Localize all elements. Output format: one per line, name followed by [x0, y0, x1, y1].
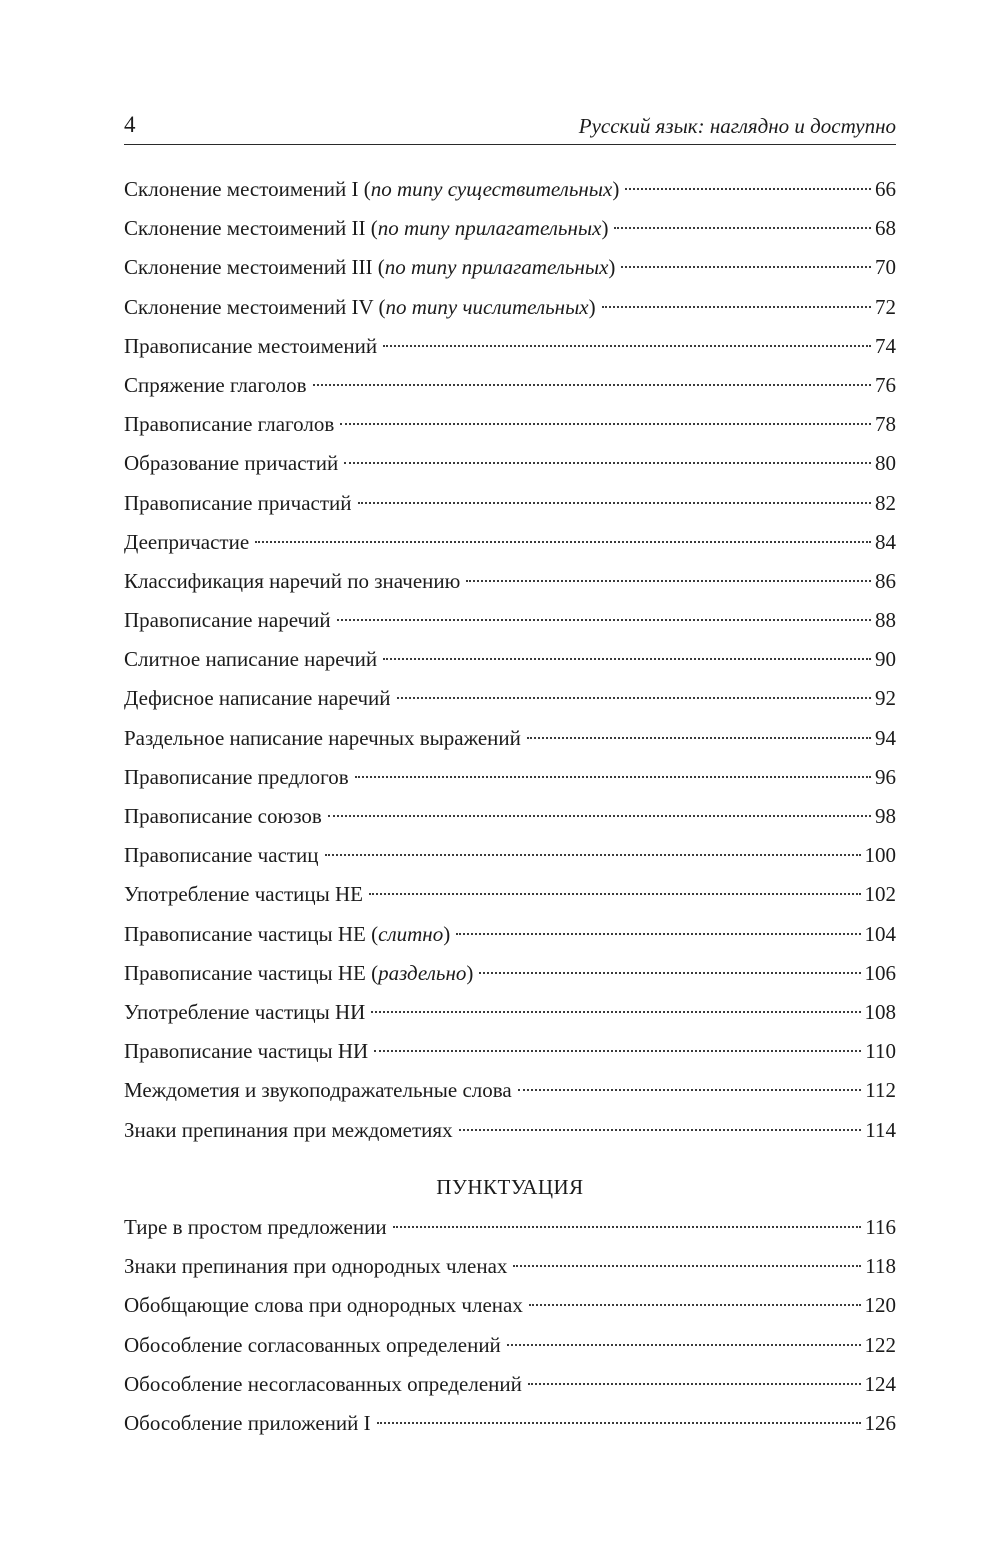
dot-leader	[255, 541, 871, 543]
toc-entry	[124, 1039, 896, 1078]
toc-entry-title: Правописание глаголов	[124, 412, 335, 437]
toc-entry-title: Знаки препинания при однородных членах	[124, 1254, 508, 1279]
toc-entry-title: Классификация наречий по значению	[124, 568, 461, 593]
toc-entry-title: Знаки препинания при междометиях	[124, 1117, 453, 1142]
dot-leader	[383, 345, 871, 347]
dot-leader	[337, 619, 871, 621]
toc-entry-page-number: 68	[875, 216, 896, 241]
toc-entry	[124, 647, 896, 686]
toc-entry	[124, 804, 896, 843]
dot-leader	[377, 1422, 861, 1424]
toc-entry-italic-note: слитно	[378, 921, 444, 946]
toc-entry	[124, 451, 896, 490]
dot-leader	[513, 1265, 861, 1267]
toc-entry	[124, 491, 896, 530]
dot-leader	[383, 658, 871, 660]
toc-entry-title: Правописание предлогов	[124, 764, 349, 789]
dot-leader	[479, 972, 860, 974]
toc-entry-italic-note: по типу прилагательных	[377, 216, 602, 241]
toc-entry	[124, 1000, 896, 1039]
toc-entry-italic-note: раздельно	[378, 960, 467, 985]
toc-entry-page-number: 72	[875, 294, 896, 319]
toc-entry-title: Употребление частицы НЕ	[124, 882, 363, 907]
toc-entry-page-number: 74	[875, 333, 896, 358]
toc-entry-page-number: 98	[875, 804, 896, 828]
dot-leader	[529, 1304, 861, 1306]
toc-entry-page-number: 70	[875, 255, 896, 280]
dot-leader	[466, 580, 871, 582]
toc-entry-title: Слитное написание наречий	[124, 647, 378, 672]
toc-entry	[124, 961, 896, 1000]
toc-entry	[124, 1215, 896, 1254]
dot-leader	[393, 1226, 862, 1228]
toc-entry	[124, 1372, 896, 1411]
toc-entry-page-number: 118	[865, 1254, 896, 1279]
toc-entry	[124, 412, 896, 451]
dot-leader	[621, 266, 871, 268]
dot-leader	[614, 227, 871, 229]
toc-entry-title: Обособление согласованных определений	[124, 1332, 501, 1357]
dot-leader	[518, 1089, 862, 1091]
toc-entry-title: Междометия и звукоподражательные слова	[124, 1078, 512, 1103]
toc-entry-title: Правописание союзов	[124, 804, 322, 828]
book-title: Русский язык: наглядно и доступно	[578, 114, 896, 138]
dot-leader	[397, 697, 872, 699]
section-heading-punctuation: ПУНКТУАЦИЯ	[436, 1175, 584, 1199]
toc-entry-page-number: 108	[864, 999, 896, 1024]
toc-entry-page-number: 110	[865, 1039, 896, 1064]
toc-entry-italic-note: по типу прилагательных	[384, 255, 609, 280]
toc-entry-title: Правописание частицы НЕ (слитно)	[124, 921, 451, 946]
toc-entry-title: Склонение местоимений IV (по типу числительных)	[124, 294, 596, 319]
dot-leader	[625, 188, 871, 190]
toc-entry-page-number: 78	[875, 412, 896, 437]
toc-entry-page-number: 96	[875, 764, 896, 789]
toc-entry-page-number: 94	[875, 725, 896, 750]
dot-leader	[602, 306, 871, 308]
dot-leader	[507, 1344, 861, 1346]
toc-entry-page-number: 102	[864, 882, 896, 907]
toc-entry	[124, 334, 896, 373]
toc-entry-page-number: 124	[864, 1371, 896, 1396]
toc-entry	[124, 608, 896, 647]
toc-entry-title: Обобщающие слова при однородных членах	[124, 1293, 523, 1318]
toc-entry-title: Правописание причастий	[124, 490, 352, 515]
toc-entry-page-number: 80	[875, 451, 896, 476]
toc-entry-title: Раздельное написание наречных выражений	[124, 725, 521, 750]
dot-leader	[344, 462, 871, 464]
toc-entry-title: Склонение местоимений III (по типу прилагательных)	[124, 255, 616, 280]
toc-entry-page-number: 116	[865, 1215, 896, 1239]
toc-entry	[124, 373, 896, 412]
toc-entry-title: Тире в простом предложении	[124, 1215, 387, 1239]
toc-entry-page-number: 114	[865, 1117, 896, 1142]
toc-entry-title: Правописание частицы НИ	[124, 1039, 369, 1064]
toc-entry	[124, 765, 896, 804]
toc-entry	[124, 1333, 896, 1372]
toc-entry-page-number: 90	[875, 647, 896, 672]
dot-leader	[459, 1129, 862, 1131]
toc-entry-title: Правописание частиц	[124, 843, 319, 868]
toc-entry	[124, 1293, 896, 1332]
dot-leader	[358, 502, 871, 504]
toc-entry-page-number: 82	[875, 490, 896, 515]
toc-entry-page-number: 112	[865, 1078, 896, 1103]
toc-entry	[124, 922, 896, 961]
toc-entry-title: Обособление приложений I	[124, 1410, 371, 1435]
toc-entry-page-number: 86	[875, 568, 896, 593]
toc-entry-title: Спряжение глаголов	[124, 372, 307, 397]
toc-entry-page-number: 100	[864, 843, 896, 868]
toc-entry-page-number: 84	[875, 529, 896, 554]
toc-entry-page-number: 106	[864, 960, 896, 985]
toc-entry-title: Правописание местоимений	[124, 333, 378, 358]
dot-leader	[369, 893, 861, 895]
toc-entry	[124, 1078, 896, 1117]
toc-entry-page-number: 126	[864, 1410, 896, 1435]
toc-entry	[124, 882, 896, 921]
toc-entry	[124, 843, 896, 882]
table-of-contents-punctuation	[124, 1215, 896, 1450]
toc-entry-title: Образование причастий	[124, 451, 339, 476]
toc-entry	[124, 569, 896, 608]
toc-entry-title: Употребление частицы НИ	[124, 999, 366, 1024]
dot-leader	[313, 384, 871, 386]
toc-entry-title: Деепричастие	[124, 529, 250, 554]
toc-entry-title: Склонение местоимений I (по типу существительных)	[124, 177, 620, 201]
toc-entry-title: Правописание наречий	[124, 608, 331, 633]
dot-leader	[528, 1383, 861, 1385]
page-number: 4	[124, 112, 136, 137]
dot-leader	[328, 815, 871, 817]
dot-leader	[371, 1011, 860, 1013]
toc-entry-page-number: 88	[875, 608, 896, 633]
toc-entry-title: Обособление несогласованных определений	[124, 1371, 522, 1396]
toc-entry	[124, 686, 896, 725]
toc-entry-page-number: 76	[875, 372, 896, 397]
table-of-contents-morphology	[124, 177, 896, 1157]
running-head	[124, 108, 896, 145]
toc-entry-title: Дефисное написание наречий	[124, 686, 391, 711]
toc-entry-title: Правописание частицы НЕ (раздельно)	[124, 960, 474, 985]
dot-leader	[340, 423, 871, 425]
toc-entry	[124, 1118, 896, 1157]
toc-entry-title: Склонение местоимений II (по типу прилагательных)	[124, 216, 609, 241]
dot-leader	[325, 854, 861, 856]
toc-entry	[124, 295, 896, 334]
toc-entry	[124, 216, 896, 255]
toc-entry-page-number: 66	[875, 177, 896, 201]
dot-leader	[527, 737, 871, 739]
toc-entry	[124, 1411, 896, 1450]
toc-entry	[124, 530, 896, 569]
toc-entry	[124, 177, 896, 216]
toc-entry	[124, 255, 896, 294]
toc-entry-page-number: 122	[864, 1332, 896, 1357]
toc-entry	[124, 1254, 896, 1293]
toc-entry-italic-note: по типу числительных	[385, 294, 589, 319]
toc-entry-page-number: 120	[864, 1293, 896, 1318]
toc-entry-page-number: 104	[864, 921, 896, 946]
toc-entry-page-number: 92	[875, 686, 896, 711]
dot-leader	[355, 776, 871, 778]
dot-leader	[456, 933, 860, 935]
toc-entry	[124, 726, 896, 765]
toc-entry-italic-note: по типу существительных	[370, 177, 613, 201]
dot-leader	[374, 1050, 861, 1052]
